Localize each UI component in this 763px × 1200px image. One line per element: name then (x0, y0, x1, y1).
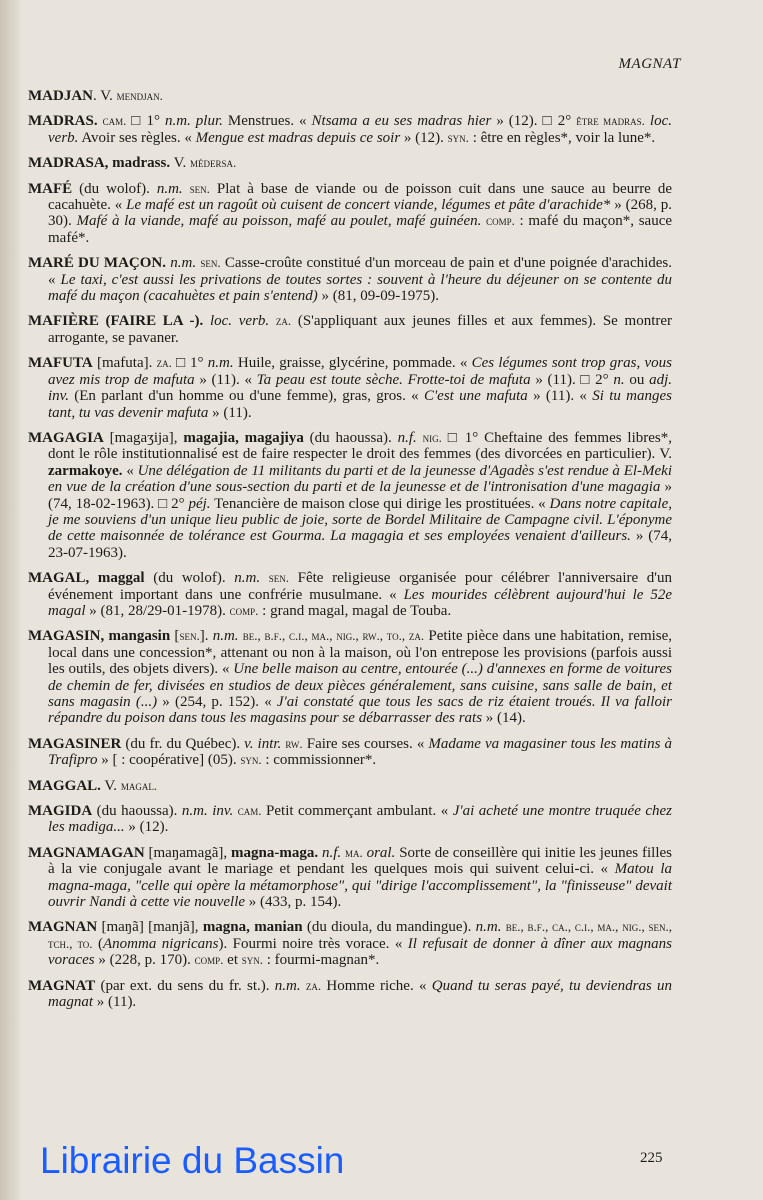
entry-label: be., b.f., ca., c.i., ma., nig., sen., tch., to. (48, 919, 673, 951)
dictionary-entry (28, 313, 672, 346)
entry-label: magal. (120, 777, 158, 793)
dictionary-entry (28, 255, 672, 304)
dictionary-entry (28, 430, 672, 561)
entry-example: n.m. inv. (181, 803, 234, 820)
entry-label: be., b.f., c.i., ma., nig., rw., to., za. (242, 628, 425, 644)
entry-text: (du haoussa). (303, 429, 398, 446)
entry-example: n.m. (207, 355, 234, 372)
entry-text (260, 570, 269, 586)
entry-example: Ta peau est toute sèche. Frotte-toi de mafuta (256, 371, 531, 388)
entry-text: » (74, 18-02-1963). □ 2° (48, 479, 672, 512)
entry-example: n.m. (475, 919, 502, 936)
dictionary-entry (28, 919, 672, 968)
entry-example: Mafé à la viande, mafé au poisson, mafé au poulet, mafé guinéen. (76, 213, 482, 230)
entry-label: za. (275, 313, 292, 329)
entry-text: : mafé du maçon*, sauce mafé*. (48, 213, 673, 246)
headword: MAGGAL. (28, 777, 101, 794)
headword: MAGNAT (28, 977, 96, 994)
entry-label: sen. (179, 628, 200, 644)
entry-text: [ (170, 628, 180, 645)
dictionary-entry (28, 570, 672, 619)
entry-example: n.m. (274, 977, 301, 994)
entry-text: : commissionner*. (261, 752, 377, 769)
entry-text: Fête religieuse organisée pour célébrer l'anniversaire d'un événement important dans une confrérie musulmane. « (48, 570, 672, 603)
dictionary-entry (28, 845, 672, 911)
entry-example: n.m. (212, 628, 239, 645)
entry-label: sen. (200, 255, 221, 271)
dictionary-entry (28, 978, 672, 1011)
entry-label: syn. (240, 752, 262, 768)
entry-text: (du dioula, du mandingue). (302, 919, 476, 936)
entry-label: ma. (344, 844, 363, 860)
headword: MAFIÈRE (FAIRE LA -). (28, 313, 204, 330)
entry-text: » (14). (482, 710, 526, 727)
entry-text: : grand magal, magal de Touba. (258, 602, 452, 619)
entry-text: ]. (199, 628, 213, 645)
entry-example: n.m. (170, 255, 197, 272)
entry-text: Faire ses courses. « (302, 735, 429, 752)
entry-example: oral. (366, 844, 396, 861)
entry-text: V. (170, 155, 190, 172)
entry-text: Casse-croûte constitué d'un morceau de pain et d'une poignée d'arachides. « (48, 255, 673, 288)
entry-text: Petite pièce dans une habitation, remise, local dans une concession*, attenant ou non à la maison, où l'on entrepose les provisions (parfois aussi les outils, des objets divers). « (48, 628, 673, 678)
entry-text: » (228, p. 170). (94, 952, 195, 969)
entry-example: n.m. plur. (165, 113, 223, 130)
entry-example: n.f. (321, 844, 342, 861)
entry-example: adj. inv. (48, 371, 672, 405)
entry-text: Menstrues. « (222, 113, 312, 130)
entry-text: Homme riche. « (321, 977, 432, 994)
entry-text: » (81, 28/29-01-1978). (85, 602, 230, 619)
entry-text: « (122, 462, 138, 479)
dictionary-entry (28, 88, 672, 104)
entry-text: » (254, p. 152). « (157, 694, 277, 710)
headword: MARÉ DU MAÇON. (28, 255, 167, 272)
entry-text: . V. (93, 88, 117, 104)
entry-text (183, 181, 190, 197)
headword: MADRAS. (28, 113, 98, 130)
headword: MAGASINER (28, 735, 122, 752)
entry-text: (du wolof). (72, 180, 157, 197)
entry-example: loc. verb. (48, 113, 672, 146)
dictionary-entry (28, 355, 672, 421)
entry-example: Si tu manges tant, tu vas devenir mafuta (48, 388, 673, 421)
dictionary-entry (28, 155, 672, 171)
page-number: 225 (640, 1150, 663, 1166)
dictionary-entry (28, 113, 672, 146)
headword: MAGNAN (28, 919, 98, 936)
entry-example: Dans notre capitale, je me souviens d'un unique lieu public de joie, sorte de Bordel Militaire de Campagne civil. L'éponyme de cette maisonnée de tolérance est Gourma. La magagia et ses employées venaient d'ailleurs. (48, 495, 673, 545)
headword: MAGIDA (28, 803, 93, 820)
entry-text: (du wolof). (144, 570, 235, 587)
entry-label: cam. (102, 113, 127, 129)
entry-text: » (11). (93, 994, 137, 1011)
entry-text: » (81, 09-09-1975). (317, 288, 440, 305)
headword: MAGAL, maggal (28, 570, 145, 587)
entry-example: Une délégation de 11 militants du parti et de la jeunesse d'Agadès s'est rendue à El-Meki en vue de la création d'une sous-section du parti et de la jeunesse et de l'intronisation d'une magagia (48, 462, 672, 496)
headword: MAFUTA (28, 355, 93, 372)
dictionary-entry (28, 628, 672, 726)
entry-example: J'ai constaté que tous les sacs de riz étaient troués. Il va falloir répandre du poison dans tous les magasins pour se débarrasser des rats (48, 694, 672, 727)
headword: MAFÉ (28, 180, 73, 197)
entry-text: ( (92, 935, 103, 952)
entry-example: C'est une mafuta (423, 388, 528, 405)
entry-text: : fourmi-magnan*. (263, 952, 380, 969)
entry-label: rw. (285, 735, 303, 751)
entry-example: n. (613, 371, 625, 388)
entry-example: Anomma nigricans (103, 935, 219, 952)
entry-label: mendjan. (116, 88, 163, 103)
entry-label: médersa. (189, 155, 237, 171)
entry-label: cam. (237, 803, 262, 819)
entry-label: comp. (486, 213, 515, 229)
entry-example: Mengue est madras depuis ce soir (195, 129, 401, 146)
entry-text: » (11). « (527, 388, 593, 405)
entry-text (269, 313, 276, 329)
entry-example: Quand tu seras payé, tu deviendras un magnat (48, 977, 673, 1011)
entry-example: n.f. (397, 429, 417, 446)
entry-text: et (223, 952, 242, 969)
entry-text: » (12). (124, 819, 169, 836)
entry-example: Ntsama a eu ses madras hier (311, 113, 492, 130)
entry-example: Le taxi, c'est aussi les privations de toutes sortes : souvent à l'heure du déjeuner on se contente du mafé du maçon (cacahuètes et pain s'entend) (48, 271, 673, 305)
entry-label: za. (305, 977, 322, 993)
entry-text: » (11). □ 2° (530, 371, 614, 388)
watermark: Librairie du Bassin (40, 1140, 345, 1181)
entry-text: Avoir ses règles. « (78, 129, 196, 146)
entry-text: □ 1° (126, 113, 165, 130)
headword: MADRASA, madrass. (28, 155, 171, 172)
entry-text: magajia, magajiya (183, 429, 304, 446)
entry-text: Plat à base de viande ou de poisson cuit dans une sauce au beurre de cacahuète. « (48, 180, 672, 214)
entry-example: v. intr. (244, 735, 282, 752)
entry-text: (par ext. du sens du fr. st.). (95, 977, 275, 994)
entry-label: syn. (447, 129, 469, 145)
entry-text: zarmakoye. (48, 462, 123, 479)
entry-text: (du haoussa). (92, 803, 182, 820)
headword: MADJAN (28, 88, 93, 104)
entry-example: Il refusait de donner à dîner aux magnans voraces (48, 935, 672, 969)
entry-text: Tenancière de maison close qui dirige les prostituées. « (210, 495, 550, 512)
entry-text: □ 1° (171, 355, 208, 372)
entry-text: » (433, p. 154). (245, 894, 342, 911)
entry-label: comp. (229, 602, 259, 618)
entry-text: : être en règles*, voir la lune*. (468, 129, 656, 146)
entry-text: (du fr. du Québec). (121, 735, 245, 752)
entry-text: (S'appliquant aux jeunes filles et aux femmes). Se montrer arrogante, se pavaner. (48, 313, 673, 346)
entry-text: Huile, graisse, glycérine, pommade. « (233, 355, 472, 372)
entry-text: [maŋã] [manjã], (97, 919, 203, 936)
entry-text: □ 1° Cheftaine des femmes libres*, dont le rôle institutionnalisé est de faire respecter le droit des femmes (des divorcées en particulier). V. (48, 429, 673, 463)
dictionary-entry (28, 736, 672, 769)
entry-example: Une belle maison au centre, entourée (...) d'annexes en forme de voitures de chemin de fer, divisées en studios de deux pièces généralement, sans cuisine, sans salle de bain, et sans magasin (...) (48, 661, 672, 710)
running-head: MAGNAT (618, 56, 681, 72)
entry-label: sen. (268, 570, 289, 586)
entry-example: péj. (188, 495, 211, 512)
entry-example: Matou la magna-maga, "celle qui opère la métamorphose", qui "dirige l'accomplissement", la "finisseuse" devait ouvrir Nandi à cette vie nouvelle (48, 861, 672, 911)
entry-text: (En parlant d'un homme ou d'une femme), gras, gros. « (68, 388, 424, 405)
entry-text: [maŋamagã], (144, 844, 231, 861)
entry-text: magna, manian (202, 919, 303, 936)
entry-label: sen. (189, 180, 210, 196)
entry-text: » (11). (208, 404, 252, 421)
dictionary-entry (28, 803, 672, 836)
entry-label: comp. (194, 952, 224, 968)
entry-text: magna-maga. (231, 844, 319, 861)
entry-example: Le mafé est un ragoût où cuisent de concert viande, légumes et pâte d'arachide* (126, 197, 611, 214)
entry-example: loc. verb. (209, 313, 270, 330)
entry-text: » [ : coopérative] (05). (97, 752, 241, 769)
book-gutter (0, 0, 22, 1200)
dictionary-entry (28, 778, 672, 794)
entry-example: Madame va magasiner tous les matins à Trafipro (48, 735, 673, 769)
entry-text (203, 313, 210, 329)
entry-text: [magaʒija], (103, 429, 184, 446)
entry-text: ). Fourmi noire très vorace. « (218, 935, 408, 952)
headword: MAGAGIA (28, 429, 104, 446)
entry-example: Les mourides célèbrent aujourd'hui le 52e magal (48, 586, 672, 619)
entry-label: za. (156, 355, 172, 371)
entry-label: nig. (422, 429, 442, 445)
entry-text: [mafuta]. (92, 355, 157, 372)
entry-text: Petit commerçant ambulant. « (261, 803, 453, 820)
entry-text: » (74, 23-07-1963). (48, 528, 672, 561)
dictionary-entries (28, 88, 672, 1020)
entry-text: » (11). « (194, 371, 257, 388)
entry-example: J'ai acheté une montre truquée chez les madiga... (48, 803, 673, 836)
entry-example: n.m. (234, 570, 261, 587)
headword: MAGNAMAGAN (28, 844, 145, 861)
entry-text: » (268, p. 30). (48, 197, 672, 230)
entry-example: Ces légumes sont trop gras, vous avez mis trop de mafuta (48, 355, 672, 388)
entry-label: être madras. (576, 113, 645, 129)
headword: MAGASIN, mangasin (28, 628, 171, 645)
entry-text: » (12). □ 2° (491, 113, 577, 130)
entry-text: ou (624, 371, 650, 388)
entry-text: » (12). (400, 129, 448, 146)
dictionary-entry (28, 181, 672, 247)
entry-text: Sorte de conseillère qui initie les jeunes filles à la vie conjugale avant le mariage et pendant les quelques mois qui suivent celui-ci. « (48, 844, 672, 878)
entry-example: n.m. (156, 180, 183, 197)
entry-text: V. (100, 777, 121, 794)
entry-label: syn. (241, 952, 264, 968)
